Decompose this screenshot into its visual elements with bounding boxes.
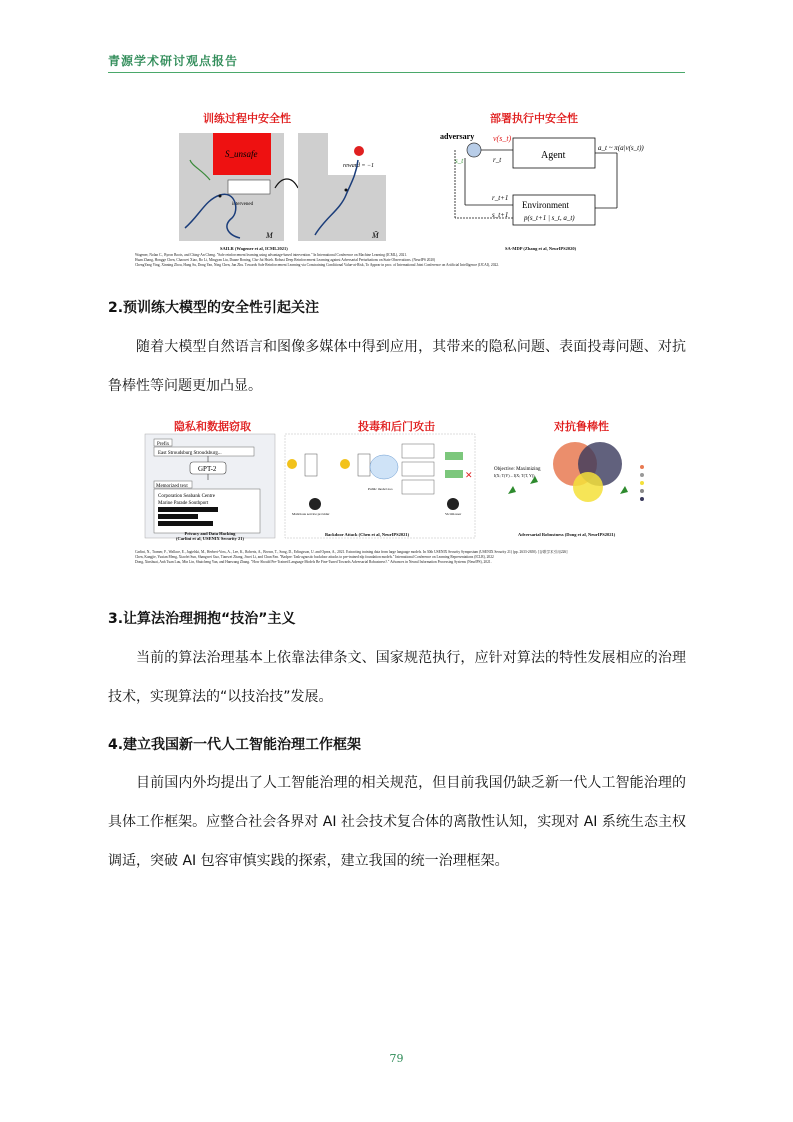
header-divider (108, 72, 685, 73)
v-st-label: ν(s_t) (493, 134, 512, 143)
objective-label: Objective: Maximizing (494, 467, 541, 472)
reference-item: Dong, Xinshuai, Anh Tuan Luu, Min Lin, Shuicheng Yan, and Hanwang Zhang. "How Should Pre-Trained Language Models Be Fine-Tuned Towards Adversarial Robustness?." Advances in Neural Information Processing Systems (NeurIPS), 2021. (135, 560, 492, 564)
memorized-line1: Corporation Seabank Centre (158, 494, 215, 499)
m-label: M (266, 231, 273, 240)
section3-heading: 3.让算法治理拥抱“技治”主义 (108, 611, 296, 627)
reference-item: Carlini, N., Tramer, F., Wallace, E., Jagielski, M., Herbert-Voss, A., Lee, K., Roberts, A., Brown, T., Song, D., Erlingsson, U. and Oprea, A., 2021. Extracting training data from large language models. In 30th USENIX Security Symposium (USENIX Security 21) (pp. 2633-2650). [谷歌学术引用226] (135, 550, 568, 554)
policy-label: a_t ~ π(a|ν(s_t)) (598, 144, 644, 152)
malicious-label: Malicious service provider (292, 512, 330, 516)
rt-label: r_t (493, 156, 502, 164)
figure-pretrain-safety (110, 412, 685, 582)
reference-item: ChengYang Ying, Xinning Zhou, Hang Su, Dong Yan, Ning Chen, Jun Zhu. Towards Safe Reinforcement Learning via Constraining Conditional Value-at-Risk, To Appear in proc. of International Joint Conference on Artificial Intelligence (IJCAI), 2022. (135, 263, 499, 267)
section3-text: 当前的算法治理基本上依靠法律条文、国家规范执行，应针对算法的特性发展相应的治理技术，实现算法的“以技治技”发展。 (108, 650, 686, 705)
unsafe-label: S_unsafe (225, 149, 258, 159)
environment-label: Environment (522, 200, 569, 210)
agent-label: Agent (541, 150, 566, 161)
reference-item: Chen, Kangjie, Yuxian Meng, Xiaofei Sun, Shangwei Guo, Tianwei Zhang, Jiwei Li, and Chun Fan. "Badpre: Task-agnostic backdoor attacks to pre-trained nlp foundation models." International Conference on Learning Representations (ICLR), 2022 (135, 555, 494, 559)
section2-paragraph (108, 328, 686, 406)
figure1-references (135, 253, 680, 268)
page-number: 79 (389, 1052, 404, 1065)
figure1-right-title: 部署执行中安全性 (490, 112, 578, 125)
reward-label: reward = −1 (343, 163, 374, 169)
figure2-title-privacy: 隐私和数据窃取 (174, 420, 251, 433)
svg-text:✕: ✕ (465, 470, 473, 480)
figure1-left-caption: SAILR (Wagener et al, ICML2021) (220, 246, 288, 251)
prefix-label: Prefix (157, 442, 170, 447)
figure2-title-robustness: 对抗鲁棒性 (554, 420, 609, 433)
objective-eq: I(X; T(Y) – I(X; T(T, Y)) (494, 473, 535, 478)
section3-paragraph (108, 639, 686, 717)
section2-heading: 2.预训练大模型的安全性引起关注 (108, 300, 320, 316)
st1-label: s_t+1 (492, 211, 509, 219)
rt1-label: r_t+1 (492, 194, 509, 202)
section4-text: 目前国内外均提出了人工智能治理的相关规范，但目前我国仍缺乏新一代人工智能治理的具体工作框架。应整合社会各界对 AI 社会技术复合体的离散性认知，实现对 AI 系统生态主权调适，突破 AI 包容审慎实践的探索，建立我国的统一治理框架。 (108, 775, 686, 869)
st-label: s_t (455, 157, 464, 165)
running-header: 青源学术研讨观点报告 (108, 54, 239, 68)
section4-heading: 4.建立我国新一代人工智能治理工作框架 (108, 737, 362, 753)
figure2-caption-robustness: Adversarial Robustness (Dong et al, NeurIPS2021) (518, 532, 616, 537)
figure1-left-title: 训练过程中安全性 (203, 112, 291, 125)
figure-rl-safety (110, 100, 685, 275)
figure2-caption-backdoor: Backdoor Attack (Chen et al, NeurIPS2021) (325, 532, 410, 537)
section4-paragraph (108, 764, 686, 881)
adversary-label: adversary (440, 132, 475, 141)
victim-label: Victim user (445, 512, 462, 516)
env-eq-label: p(s_t+1 | s_t, a_t) (524, 214, 575, 222)
gpt2-label: GPT-2 (198, 465, 217, 473)
reference-item: Wagener, Nolan C., Byron Boots, and Ching-An Cheng. "Safe reinforcement learning using advantage-based intervention." In International Conference on Machine Learning (ICML), 2021. (135, 253, 408, 257)
intervened-label: intervened (232, 202, 254, 207)
memorized-label: Memorized text (156, 484, 188, 489)
figure1-right-caption: SA-MDP (Zhang et al, NeurIPS2020) (505, 246, 577, 251)
m-tilde-label: M̃ (372, 231, 379, 240)
public-model-label: Public model zoo (368, 487, 393, 491)
figure2-caption-privacy: Privacy and Data Hacking (Carlini et al, USENIX Security 21) (176, 531, 244, 541)
figure2-references (135, 550, 680, 565)
memorized-line2: Marine Parade Southport (158, 501, 209, 506)
prefix-text: East Stroudsburg Stroudsburg... (158, 451, 222, 456)
section2-text: 随着大模型自然语言和图像多媒体中得到应用，其带来的隐私问题、表面投毒问题、对抗鲁棒性等问题更加凸显。 (108, 339, 686, 394)
reference-item: Huan Zhang, Hongge Chen, Chaowei Xiao, Bo Li, Mingyan Liu, Duane Boning, Cho-Jui Hsieh. Robust Deep Reinforcement Learning against Adversarial Perturbations on State Observations. (NeurIPS 2020) (135, 258, 436, 262)
figure2-title-backdoor: 投毒和后门攻击 (358, 420, 435, 433)
sailr-diagram (110, 100, 685, 275)
